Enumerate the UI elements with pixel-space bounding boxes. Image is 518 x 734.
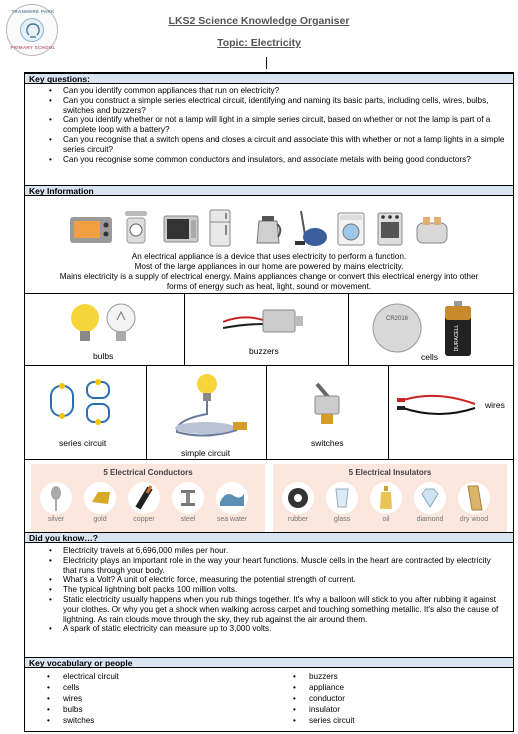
switches-label: switches <box>311 438 344 448</box>
fridge-icon <box>209 209 231 247</box>
key-questions-heading: Key questions: <box>25 73 513 84</box>
key-questions-list <box>25 85 513 164</box>
battery-brand-label: DURACELL <box>454 324 460 352</box>
logo-bottom-text: PRIMARY SCHOOL <box>10 45 56 50</box>
components-row-1 <box>25 293 513 365</box>
vacuum-cleaner-icon <box>293 209 329 247</box>
list-item: • Can you identify whether or not a lamp will light in a simple series circuit, based on whether or not the lamp is part of a complete loop with a battery? <box>63 115 505 135</box>
kitchen-scale-icon <box>123 209 149 245</box>
text-cursor <box>266 57 267 69</box>
list-item: • What's a Volt? A unit of electric force, measuring the potential strength of current. <box>63 575 505 585</box>
glass-icon <box>326 482 358 514</box>
material-silver <box>37 482 75 524</box>
simple-circuit-label: simple circuit <box>181 448 231 458</box>
key-information-heading: Key Information <box>25 185 513 196</box>
material-label: rubber <box>287 516 309 523</box>
cells-cell <box>349 294 513 365</box>
material-glass <box>323 482 361 524</box>
conductors-panel <box>31 464 265 534</box>
rubber-tyre-icon <box>282 482 314 514</box>
oil-bottle-icon <box>370 482 402 514</box>
copper-wire-icon <box>128 482 160 514</box>
material-rubber <box>279 482 317 524</box>
did-you-know-list <box>25 544 513 634</box>
key-information-block <box>25 197 513 293</box>
material-label: oil <box>382 516 390 523</box>
vocab-item: • series circuit <box>309 715 355 726</box>
vocab-item: • appliance <box>309 682 355 693</box>
material-label: sea water <box>216 516 248 523</box>
logo-top-text: TRANMERE PARK <box>11 9 55 14</box>
vocab-item: • insulator <box>309 704 355 715</box>
list-item: • The typical lightning bolt packs 100 million volts. <box>63 585 505 595</box>
switches-cell <box>267 366 389 459</box>
list-item: • Electricity travels at 6,696,000 miles per hour. <box>63 546 505 556</box>
diamond-icon <box>414 482 446 514</box>
vocab-item: • wires <box>63 693 119 704</box>
bulbs-icon <box>67 300 141 346</box>
vocabulary-heading: Key vocabulary or people <box>25 657 513 668</box>
material-label: diamond <box>416 516 444 523</box>
cells-icon <box>371 298 501 360</box>
material-dry-wood <box>455 482 493 524</box>
wood-plank-icon <box>458 482 490 514</box>
info-line: Mains electricity is a supply of electrical energy. Mains appliances change or convert this electrical energy into other <box>59 272 479 281</box>
list-item: • Can you recognise some common conductors and insulators, and associate metals with being good conductors? <box>63 155 505 165</box>
list-item: • Can you identify common appliances that run on electricity? <box>63 86 505 96</box>
switch-icon <box>307 378 347 428</box>
vocab-item: • bulbs <box>63 704 119 715</box>
info-line: Most of the large appliances in our home are powered by mains electricity. <box>134 262 404 271</box>
did-you-know-heading: Did you know…? <box>25 532 513 543</box>
series-circuit-icon <box>45 378 117 428</box>
info-line: forms of energy such as heat, light, sound or movement. <box>166 282 372 291</box>
vocabulary-right-list <box>309 671 355 726</box>
material-gold <box>81 482 119 524</box>
simple-circuit-cell <box>147 366 267 459</box>
key-questions-block <box>25 85 513 189</box>
material-oil <box>367 482 405 524</box>
vocab-item: • cells <box>63 682 119 693</box>
vocabulary-left-list <box>63 671 119 726</box>
material-copper <box>125 482 163 524</box>
wires-icon <box>397 386 481 426</box>
bulbs-label: bulbs <box>93 351 114 361</box>
insulators-panel <box>273 464 507 534</box>
material-label: glass <box>333 516 351 523</box>
toaster-oven-icon <box>69 215 113 245</box>
bulbs-cell <box>25 294 185 365</box>
washing-machine-icon <box>337 212 365 246</box>
document-title: LKS2 Science Knowledge Organiser <box>168 15 350 27</box>
conductors-title: 5 Electrical Conductors <box>103 468 193 477</box>
list-item: • Can you construct a simple series electrical circuit, identifying and naming its basic parts, including cells, wires, bulbs, switches and buzzers? <box>63 96 505 116</box>
materials-row <box>25 459 513 537</box>
kettle-icon <box>253 211 283 245</box>
material-label: steel <box>180 516 196 523</box>
key-information-text <box>25 252 513 292</box>
steel-beam-icon <box>172 482 204 514</box>
material-label: copper <box>133 516 155 523</box>
material-label: gold <box>93 516 107 523</box>
vocab-item: • switches <box>63 715 119 726</box>
knowledge-organiser-frame <box>24 72 514 732</box>
toaster-icon <box>415 215 449 245</box>
simple-circuit-icon <box>165 370 253 444</box>
list-item: • Can you recognise that a switch opens and closes a circuit and associate this with whether or not a lamp lights in a simple series circuit? <box>63 135 505 155</box>
cells-label: cells <box>421 352 439 362</box>
silver-spoon-icon <box>40 482 72 514</box>
wires-label: wires <box>485 400 505 410</box>
series-circuit-cell <box>25 366 147 459</box>
series-circuit-label: series circuit <box>59 438 107 448</box>
insulators-title: 5 Electrical Insulators <box>348 468 432 477</box>
vocab-item: • conductor <box>309 693 355 704</box>
material-label: dry wood <box>459 516 489 523</box>
wave-icon <box>216 482 248 514</box>
vocab-item: • buzzers <box>309 671 355 682</box>
info-line: An electrical appliance is a device that uses electricity to perform a function. <box>131 252 407 261</box>
gold-bar-icon <box>84 482 116 514</box>
did-you-know-block <box>25 544 513 654</box>
cooker-icon <box>377 212 403 246</box>
material-diamond <box>411 482 449 524</box>
buzzers-cell <box>185 294 349 365</box>
components-row-2 <box>25 365 513 459</box>
buzzer-icon <box>223 304 313 336</box>
appliances-row <box>69 209 489 249</box>
vocabulary-block <box>25 669 513 731</box>
document-subtitle: Topic: Electricity <box>217 37 301 49</box>
material-sea-water <box>213 482 251 524</box>
list-item: • A spark of static electricity can measure up to 3,000 volts. <box>63 624 505 634</box>
material-label: silver <box>47 516 65 523</box>
material-steel <box>169 482 207 524</box>
coin-cell-label: CR2016 <box>385 316 409 322</box>
wires-cell <box>389 366 513 459</box>
list-item: • Static electricity usually happens when you rub things together. It's why a balloon will stick to you after rubbing it against your clothes. Or why you get a shock when walking across carpet and touching something metallic. It's also the cause of lightning. As rain clouds move through the sky, they rub against the air around them. <box>63 595 505 624</box>
list-item: • Electricity plays an important role in the way your heart functions. Muscle cells in the heart are contracted by electricity that runs through your body. <box>63 556 505 576</box>
vocab-item: • electrical circuit <box>63 671 119 682</box>
microwave-icon <box>163 215 199 243</box>
buzzers-label: buzzers <box>249 346 279 356</box>
